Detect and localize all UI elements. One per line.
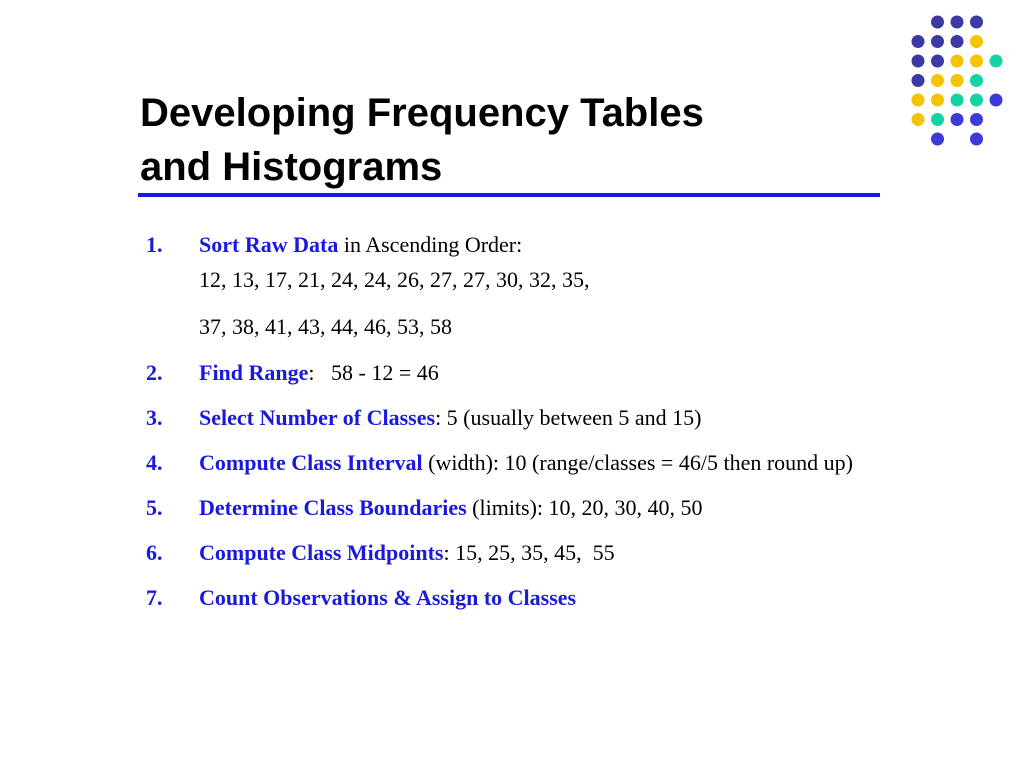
- title-divider: [138, 193, 880, 197]
- step-number: 5.: [146, 495, 163, 520]
- decorative-dot: [931, 74, 944, 87]
- step-highlight: Count Observations & Assign to Classes: [199, 585, 577, 610]
- step-number: 6.: [146, 540, 163, 565]
- step-text: (width): 10 (range/classes = 46/5 then round up): [422, 450, 853, 475]
- decorative-dot: [970, 74, 983, 87]
- decorative-dot: [931, 133, 944, 146]
- title-line-1: Developing Frequency Tables: [140, 91, 704, 135]
- decorative-dot: [931, 113, 944, 126]
- step-number: 3.: [146, 405, 163, 430]
- step-text: : 58 - 12 = 46: [308, 360, 439, 385]
- decorative-dot: [931, 35, 944, 48]
- decorative-dot: [951, 16, 964, 29]
- decorative-dot: [970, 113, 983, 126]
- decorative-dot: [931, 55, 944, 68]
- decorative-dot: [990, 94, 1003, 107]
- step-item: [146, 361, 886, 385]
- step-highlight: Compute Class Midpoints: [199, 540, 444, 565]
- steps-list: [146, 233, 886, 610]
- decorative-dot: [912, 113, 925, 126]
- step-number: 4.: [146, 450, 163, 475]
- step-number: 2.: [146, 360, 163, 385]
- step-number: 1.: [146, 232, 163, 257]
- decorative-dot: [951, 94, 964, 107]
- decorative-dot: [970, 94, 983, 107]
- step-highlight: Determine Class Boundaries: [199, 495, 467, 520]
- step-highlight: Select Number of Classes: [199, 405, 436, 430]
- decorative-dot: [990, 55, 1003, 68]
- decorative-dot: [912, 35, 925, 48]
- decorative-dot: [970, 16, 983, 29]
- decorative-dot: [912, 94, 925, 107]
- decorative-dot: [951, 113, 964, 126]
- raw-data-line-1: 12, 13, 17, 21, 24, 24, 26, 27, 27, 30, 32, 35,: [199, 267, 590, 292]
- title-line-2: and Histograms: [140, 145, 443, 189]
- step-item: [146, 233, 886, 257]
- decorative-dot: [912, 55, 925, 68]
- decorative-dot: [912, 74, 925, 87]
- decorative-dot: [970, 35, 983, 48]
- step-highlight: Find Range: [199, 360, 309, 385]
- slide-title: [140, 86, 704, 194]
- step-item: [146, 541, 886, 565]
- decorative-dot: [951, 74, 964, 87]
- decorative-dot: [951, 55, 964, 68]
- step-highlight: Compute Class Interval: [199, 450, 423, 475]
- decorative-dot: [931, 16, 944, 29]
- step-item: [146, 496, 886, 520]
- step-item: [146, 586, 886, 610]
- step-highlight: Sort Raw Data: [199, 232, 339, 257]
- step-text: : 5 (usually between 5 and 15): [435, 405, 702, 430]
- step-text: : 15, 25, 35, 45, 55: [443, 540, 615, 565]
- step-text: (limits): 10, 20, 30, 40, 50: [466, 495, 703, 520]
- decorative-dot: [931, 94, 944, 107]
- raw-data-line-2: 37, 38, 41, 43, 44, 46, 53, 58: [199, 314, 452, 339]
- step-text: in Ascending Order:: [338, 232, 523, 257]
- step-number: 7.: [146, 585, 163, 610]
- decorative-dot: [951, 35, 964, 48]
- step-item: [146, 451, 886, 475]
- decorative-dot: [970, 133, 983, 146]
- decorative-dot: [970, 55, 983, 68]
- step-item: [146, 406, 886, 430]
